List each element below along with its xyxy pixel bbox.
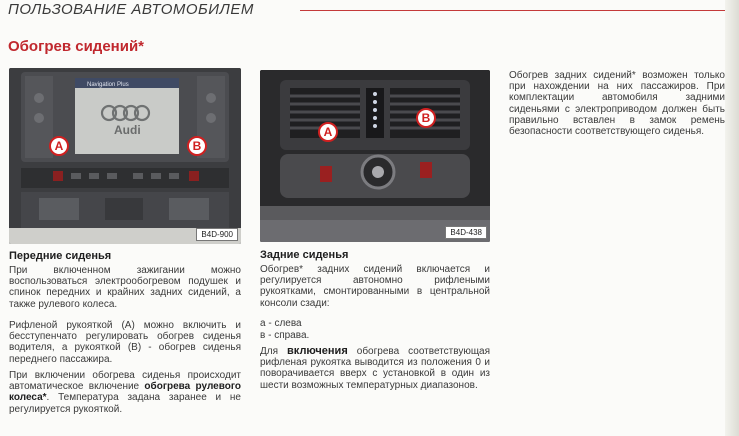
header-rule <box>300 10 739 11</box>
front-console-figure <box>9 68 241 244</box>
screen-label: Navigation Plus <box>87 82 129 88</box>
rear-item-b: в - справа. <box>260 330 310 341</box>
front-console-illustration <box>9 68 241 244</box>
front-p3-start: При включении обогрева сиденья происходит автоматическое включение <box>9 370 241 393</box>
front-callout-a: A <box>49 136 69 156</box>
rear-seats-heading: Задние сиденья <box>260 249 349 261</box>
brand-text: Audi <box>114 123 141 137</box>
front-seats-heading: Передние сиденья <box>9 250 112 262</box>
rear-p2-start: Для <box>260 346 279 357</box>
rear-paragraph-2 <box>260 346 490 391</box>
front-paragraph-1: При включенном зажигании можно воспользоваться электрообогревом подушек и спинок передних и крайних задних сидений, а также рулевого колеса. <box>9 265 241 310</box>
rear-item-a: а - слева <box>260 318 302 329</box>
rear-console-illustration <box>260 70 490 242</box>
front-callout-b: B <box>187 136 207 156</box>
rear-callout-b: B <box>416 108 436 128</box>
section-title: Обогрев сидений* <box>8 38 145 55</box>
front-p3-bold: обогрева рулевого колеса* <box>9 381 241 404</box>
front-p3-end: . Температура задана заранее и не регулируется рукояткой. <box>9 392 241 415</box>
rear-paragraph-1: Обогрев* задних сидений включается и регулируется автономно рифлеными рукоятками, смонтированными в центральной консоли сзади: <box>260 264 490 309</box>
rear-callout-a: A <box>318 122 338 142</box>
front-right-heat-knob <box>189 171 199 181</box>
front-paragraph-2: Рифленой рукояткой (A) можно включить и бесступенчато регулировать обогрев сиденья водителя, а рукояткой (B) - обогрев сиденья переднего пассажира. <box>9 320 241 365</box>
rear-right-heat-knob <box>420 162 432 178</box>
rear-left-heat-knob <box>320 166 332 182</box>
rear-console-figure <box>260 70 490 242</box>
page-edge <box>725 0 739 436</box>
rear-p2-end: обогрева соответствующая рифленая рукоятка выводится из положения 0 и поворачивается вверх с установкой в один из шести возможных температурных диапазонов. <box>260 346 491 391</box>
front-left-heat-knob <box>53 171 63 181</box>
header-title: ПОЛЬЗОВАНИЕ АВТОМОБИЛЕМ <box>8 1 254 18</box>
right-paragraph-1: Обогрев задних сидений* возможен только при нахождении на них пассажиров. При комплектации автомобиля задними сиденьями с электроприводом должен быть правильно вставлен в замок ремень безопасности соответствующего сиденья. <box>509 70 725 138</box>
front-figure-code: B4D-900 <box>196 228 238 241</box>
page-header <box>6 0 739 20</box>
rear-figure-code: B4D-438 <box>445 226 487 239</box>
rear-p2-bold: включения <box>287 345 348 357</box>
front-paragraph-3 <box>9 370 241 415</box>
